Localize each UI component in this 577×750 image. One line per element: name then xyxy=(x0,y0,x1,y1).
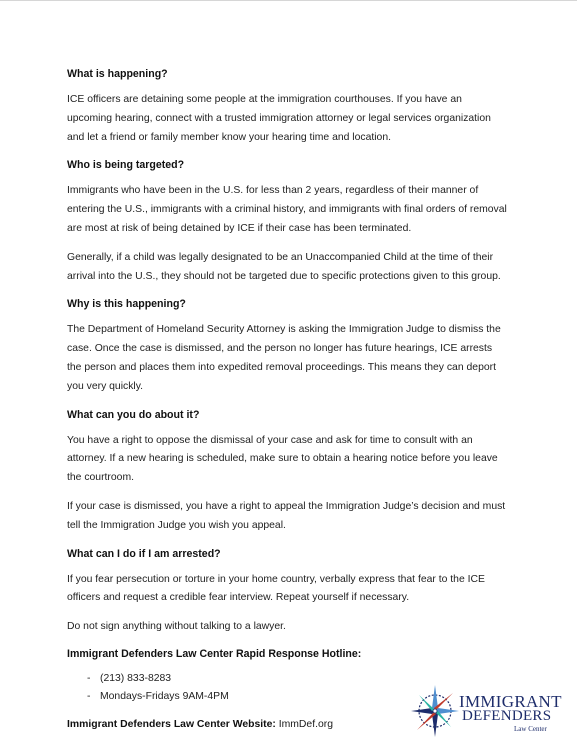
logo-text-immigrant: IMMIGRANT xyxy=(459,692,562,711)
section-paragraph: You have a right to oppose the dismissal of your case and ask for time to consult with an attorney. If a new hearing is scheduled, make sure to obtain a hearing notice before you leave the courtroom. xyxy=(67,434,498,484)
hotline-hours: Mondays-Fridays 9AM-4PM xyxy=(100,690,229,702)
list-bullet: - xyxy=(87,672,91,684)
immigrant-defenders-logo xyxy=(407,682,567,740)
website-link[interactable]: ImmDef.org xyxy=(278,718,333,730)
list-bullet: - xyxy=(87,690,91,702)
section-paragraph: If your case is dismissed, you have a right to appeal the Immigration Judge’s decision and must tell the Immigration Judge you wish you appeal. xyxy=(67,500,506,531)
section-paragraph: Generally, if a child was legally designated to be an Unaccompanied Child at the time of their arrival into the U.S., they should not be targeted due to specific protections given to this group. xyxy=(67,251,501,282)
page-top-border xyxy=(0,0,577,1)
section-heading-if-arrested: What can I do if I am arrested? xyxy=(67,547,221,560)
logo-text-law-center: Law Center xyxy=(514,725,547,733)
logo-text-defenders: DEFENDERS xyxy=(462,708,552,724)
document-body xyxy=(67,66,507,733)
section-heading-who-is-targeted: Who is being targeted? xyxy=(67,159,185,172)
section-heading-what-is-happening: What is happening? xyxy=(67,68,168,80)
website-label: Immigrant Defenders Law Center Website: xyxy=(67,718,276,730)
section-paragraph: Immigrants who have been in the U.S. for less than 2 years, regardless of their manner of entering the U.S., immigrants with a criminal history, and immigrants with final orders of removal are most at risk of being detained by ICE if their case has been terminated. xyxy=(67,185,507,234)
section-paragraph: If you fear persecution or torture in your home country, verbally express that fear to the ICE officers and request a credible fear interview. Repeat yourself if necessary. xyxy=(67,573,485,604)
compass-star-icon xyxy=(407,682,463,740)
section-heading-what-can-you-do: What can you do about it? xyxy=(67,408,200,421)
section-paragraph: Do not sign anything without talking to a lawyer. xyxy=(67,621,286,633)
section-paragraph: ICE officers are detaining some people at the immigration courthouses. If you have an upcoming hearing, connect with a trusted immigration attorney or legal services organization and let a friend or family member know your hearing time and location. xyxy=(67,94,491,143)
hotline-heading: Immigrant Defenders Law Center Rapid Response Hotline: xyxy=(67,647,362,660)
section-paragraph: The Department of Homeland Security Attorney is asking the Immigration Judge to dismiss the case. Once the case is dismissed, and the person no longer has future hearings, ICE arrests the person and places them into expedited removal proceedings. This means they can deport you very quickly. xyxy=(67,324,501,392)
hotline-phone: (213) 833-8283 xyxy=(100,672,172,684)
section-heading-why-happening: Why is this happening? xyxy=(67,298,186,311)
